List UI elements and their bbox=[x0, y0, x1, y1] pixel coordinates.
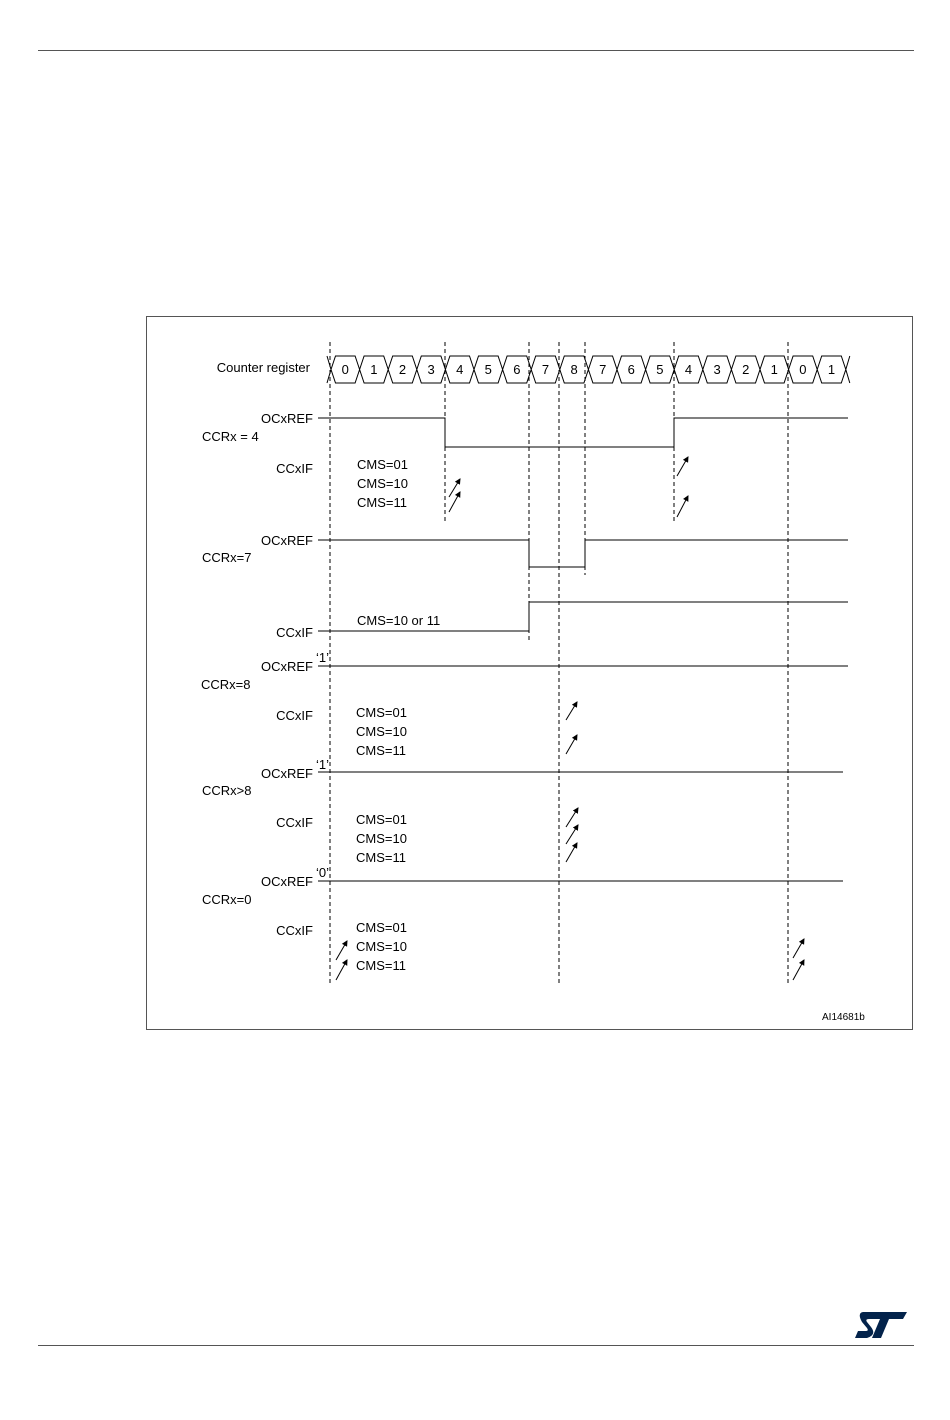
interrupt-arrow-icon bbox=[566, 702, 577, 720]
ocxref-label: OCxREF bbox=[261, 874, 313, 889]
st-logo-icon bbox=[853, 1310, 909, 1340]
ocxref-waveform bbox=[318, 540, 848, 567]
cms-label: CMS=10 bbox=[356, 939, 407, 954]
cms-label: CMS=01 bbox=[357, 457, 408, 472]
counter-value: 7 bbox=[599, 362, 607, 377]
ccxif-interrupt-arrows bbox=[566, 702, 577, 754]
interrupt-arrow-icon bbox=[677, 457, 688, 476]
cms-label: CMS=10 bbox=[357, 476, 408, 491]
cms-label: CMS=11 bbox=[356, 958, 406, 973]
counter-value: 0 bbox=[799, 362, 807, 377]
cms-label: CMS=01 bbox=[356, 920, 407, 935]
ccxif-label: CCxIF bbox=[276, 625, 313, 640]
vertical-guides bbox=[330, 342, 788, 985]
interrupt-arrow-icon bbox=[566, 808, 578, 827]
level-label: ‘0’ bbox=[316, 865, 330, 880]
ccxif-label: CCxIF bbox=[276, 708, 313, 723]
counter-value: 6 bbox=[513, 362, 521, 377]
counter-register-label: Counter register bbox=[216, 360, 310, 375]
ccxif-label: CCxIF bbox=[276, 923, 313, 938]
ocxref-label: OCxREF bbox=[261, 766, 313, 781]
interrupt-arrow-icon bbox=[793, 939, 804, 958]
counter-value: 5 bbox=[484, 362, 492, 377]
ccrx-label: CCRx = 4 bbox=[202, 429, 259, 444]
counter-value: 3 bbox=[427, 362, 435, 377]
section-ccrx-4 bbox=[202, 411, 848, 517]
counter-value: 2 bbox=[398, 362, 407, 377]
cms-label: CMS=11 bbox=[356, 743, 406, 758]
footer-rule bbox=[38, 1345, 914, 1346]
cms-label: CMS=01 bbox=[356, 812, 407, 827]
cms-label: CMS=10 or 11 bbox=[357, 613, 441, 628]
counter-value: 1 bbox=[370, 362, 378, 377]
counter-value: 7 bbox=[541, 362, 550, 377]
ocxref-label: OCxREF bbox=[261, 533, 313, 548]
counter-value: 4 bbox=[456, 362, 464, 377]
interrupt-arrow-icon bbox=[336, 960, 347, 980]
interrupt-arrow-icon bbox=[677, 496, 688, 517]
interrupt-arrow-icon bbox=[336, 941, 347, 960]
section-ccrx-7 bbox=[202, 533, 848, 640]
counter-register-cells bbox=[327, 356, 850, 383]
ocxref-label: OCxREF bbox=[261, 411, 313, 426]
cms-label: CMS=10 bbox=[356, 724, 407, 739]
cms-label: CMS=01 bbox=[356, 705, 407, 720]
ccrx-label: CCRx=0 bbox=[202, 892, 252, 907]
counter-value: 1 bbox=[827, 362, 836, 377]
counter-value: 8 bbox=[570, 362, 578, 377]
section-ccrx-0 bbox=[202, 865, 843, 980]
counter-value: 5 bbox=[656, 362, 664, 377]
counter-value: 2 bbox=[742, 362, 750, 377]
level-label: ‘1’ bbox=[316, 650, 330, 665]
ccxif-label: CCxIF bbox=[276, 461, 313, 476]
cms-label: CMS=10 bbox=[356, 831, 407, 846]
ccxif-interrupt-arrows bbox=[449, 457, 688, 517]
cms-label: CMS=11 bbox=[357, 495, 407, 510]
cms-label: CMS=11 bbox=[356, 850, 406, 865]
ocxref-waveform bbox=[318, 418, 848, 447]
section-ccrx-gt-8 bbox=[202, 757, 843, 865]
counter-value: 6 bbox=[627, 362, 635, 377]
ocxref-label: OCxREF bbox=[261, 659, 313, 674]
counter-value: 1 bbox=[770, 362, 778, 377]
ccxif-label: CCxIF bbox=[276, 815, 313, 830]
counter-value: 0 bbox=[341, 362, 349, 377]
counter-value: 3 bbox=[713, 362, 721, 377]
section-ccrx-8 bbox=[201, 650, 848, 758]
figure-id: AI14681b bbox=[822, 1012, 865, 1023]
interrupt-arrow-icon bbox=[566, 735, 577, 754]
counter-value: 4 bbox=[684, 362, 693, 377]
ccrx-label: CCRx=8 bbox=[201, 677, 251, 692]
ccrx-label: CCRx=7 bbox=[202, 550, 252, 565]
ccrx-label: CCRx>8 bbox=[202, 783, 252, 798]
level-label: ‘1’ bbox=[316, 757, 330, 772]
interrupt-arrow-icon bbox=[566, 843, 577, 862]
interrupt-arrow-icon bbox=[566, 825, 578, 844]
ccxif-interrupt-arrows bbox=[566, 808, 578, 862]
interrupt-arrow-icon bbox=[793, 960, 804, 980]
